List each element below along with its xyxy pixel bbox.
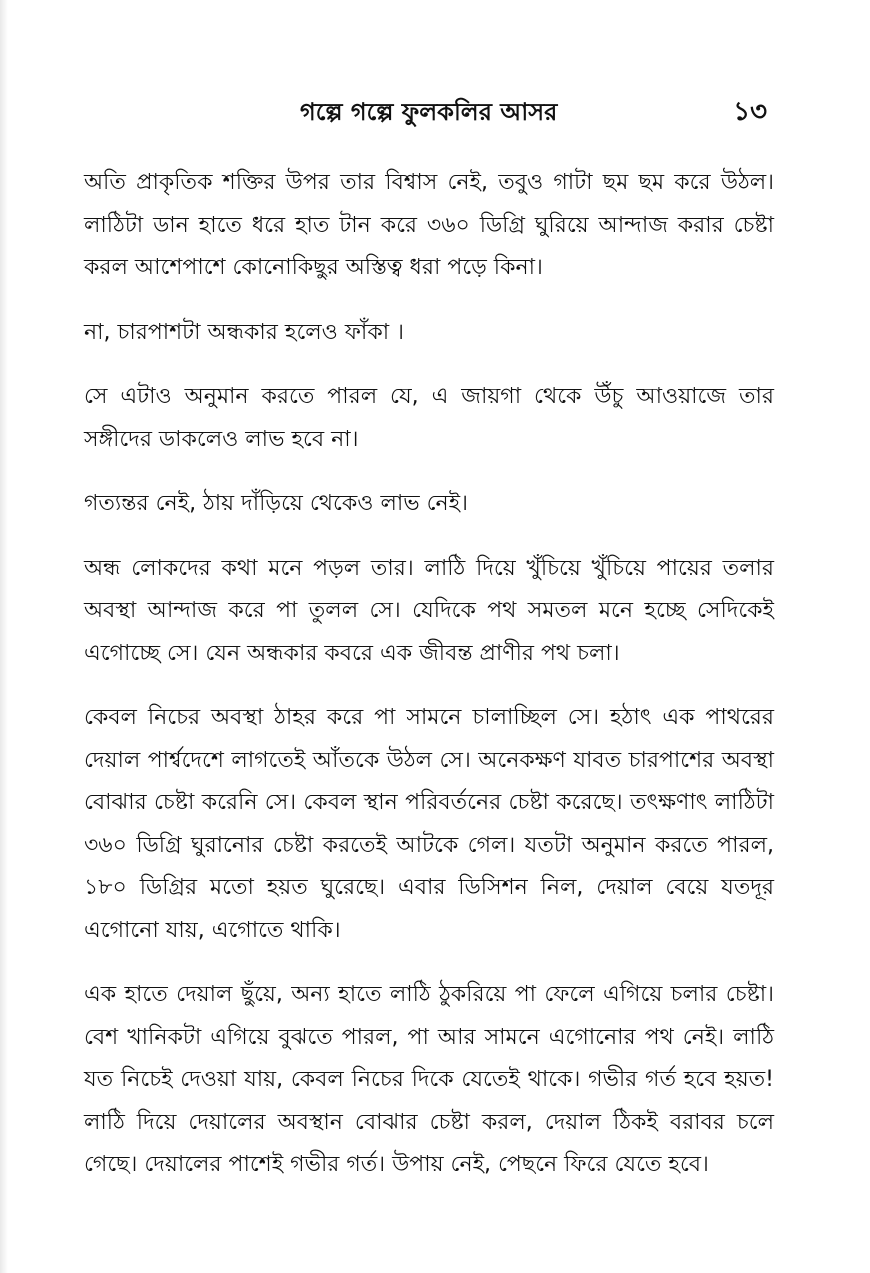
page-edge-shadow bbox=[0, 0, 8, 1273]
page-number: ১৩ bbox=[733, 97, 767, 127]
paragraph: এক হাতে দেয়াল ছুঁয়ে, অন্য হাতে লাঠি ঠুকরিয়ে পা ফেলে এগিয়ে চলার চেষ্টা। বেশ খানিকটা এগিয়ে বুঝতে পারল, পা আর সামনে এগোনোর পথ নেই। লাঠি যত নিচেই দেওয়া যায়, কেবল নিচের দিকে যেতেই থাকে। গভীর গর্ত হবে হয়ত! লাঠি দিয়ে দেয়ালের অবস্থান বোঝার চেষ্টা করল, দেয়াল ঠিকই বরাবর চলে গেছে। দেয়ালের পাশেই গভীর গর্ত। উপায় নেই, পেছনে ফিরে যেতে হবে। bbox=[84, 982, 774, 1177]
paragraph: গত্যন্তর নেই, ঠায় দাঁড়িয়ে থেকেও লাভ নেই। bbox=[84, 491, 468, 516]
running-title: গল্পে গল্পে ফুলকলির আসর bbox=[300, 98, 558, 126]
paragraph: সে এটাও অনুমান করতে পারল যে, এ জায়গা থেকে উঁচু আওয়াজে তার সঙ্গীদের ডাকলেও লাভ হবে না। bbox=[84, 384, 774, 452]
paragraph: না, চারপাশটা অন্ধকার হলেও ফাঁকা । bbox=[84, 319, 404, 345]
body-text bbox=[84, 162, 774, 1209]
paragraph: অতি প্রাকৃতিক শক্তির উপর তার বিশ্বাস নেই, তবুও গাটা ছম ছম করে উঠল। লাঠিটা ডান হাতে ধরে হাত টান করে ৩৬০ ডিগ্রি ঘুরিয়ে আন্দাজ করার চেষ্টা করল আশেপাশে কোনোকিছুর অস্তিত্ব ধরা পড়ে কিনা। bbox=[84, 170, 774, 280]
paragraph: কেবল নিচের অবস্থা ঠাহর করে পা সামনে চালাচ্ছিল সে। হঠাৎ এক পাথরের দেয়াল পার্শ্বদেশে লাগতেই আঁতকে উঠল সে। অনেকক্ষণ যাবত চারপাশের অবস্থা বোঝার চেষ্টা করেনি সে। কেবল স্থান পরিবর্তনের চেষ্টা করেছে। তৎক্ষণাৎ লাঠিটা ৩৬০ ডিগ্রি ঘুরানোর চেষ্টা করতেই আটকে গেল। যতটা অনুমান করতে পারল, ১৮০ ডিগ্রির মতো হয়ত ঘুরেছে। এবার ডিসিশন নিল, দেয়াল বেয়ে যতদূর এগোনো যায়, এগোতে থাকি। bbox=[84, 705, 774, 943]
paragraph: অন্ধ লোকদের কথা মনে পড়ল তার। লাঠি দিয়ে খুঁচিয়ে খুঁচিয়ে পায়ের তলার অবস্থা আন্দাজ করে পা তুলল সে। যেদিকে পথ সমতল মনে হচ্ছে সেদিকেই এগোচ্ছে সে। যেন অন্ধকার কবরে এক জীবন্ত প্রাণীর পথ চলা। bbox=[84, 555, 774, 666]
page-header bbox=[0, 92, 870, 132]
